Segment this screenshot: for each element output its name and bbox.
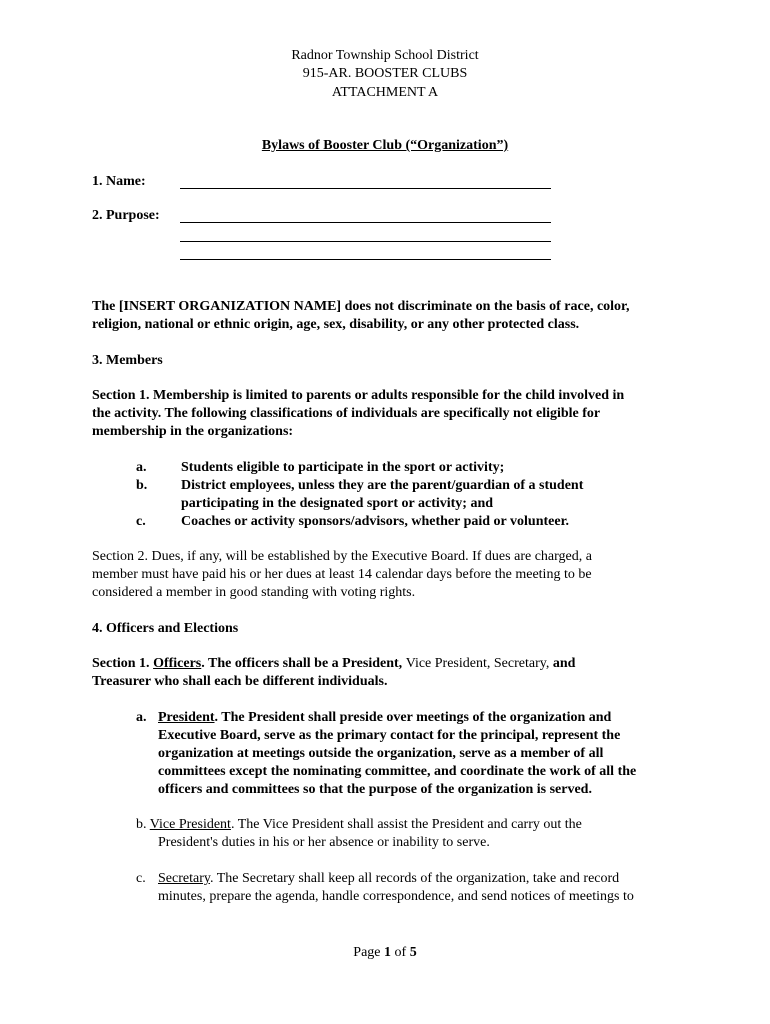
president-line-3: organization at meetings outside the organization, serve as a member of all (158, 746, 604, 761)
district-name: Radnor Township School District (291, 48, 479, 63)
officers-section1-part2: Vice President, Secretary, (405, 656, 553, 671)
vice-president-line-2: President's duties in his or her absence or inability to serve. (158, 835, 490, 850)
nondiscrimination-line-1: The [INSERT ORGANIZATION NAME] does not discriminate on the basis of race, color, (92, 299, 630, 314)
page-number (0, 944, 770, 962)
president-line-5: officers and committees so that the purpose of the organization is served. (158, 782, 592, 797)
secretary-line-1-rest: . The Secretary shall keep all records of the organization, take and record (209, 871, 620, 886)
doc-title: Bylaws of Booster Club (“Organization”) (261, 138, 509, 153)
name-label: 1. Name: (92, 174, 146, 189)
list-marker-b: b. (136, 478, 148, 493)
page-word: Page (353, 945, 385, 960)
list-item-a: Students eligible to participate in the sport or activity; (181, 460, 505, 475)
president-line-2: Executive Board, serve as the primary contact for the principal, represent the (158, 728, 621, 743)
members-section1-line-1: Section 1. Membership is limited to parents or adults responsible for the child involved in (92, 388, 625, 403)
attachment-label: ATTACHMENT A (331, 85, 439, 100)
list-item-b-line-1: District employees, unless they are the parent/guardian of a student (181, 478, 584, 493)
officers-section1-line-1 (92, 655, 575, 673)
members-heading: 3. Members (92, 353, 163, 368)
secretary-line-2: minutes, prepare the agenda, handle correspondence, and send notices of meetings to (158, 889, 634, 904)
page-of: of (391, 945, 410, 960)
vice-president-marker: b. (136, 817, 147, 832)
vice-president-term: Vice President (149, 817, 231, 832)
vice-president-line-1-rest: . The Vice President shall assist the President and carry out the (230, 817, 582, 832)
page-total: 5 (409, 945, 417, 960)
president-line-4: committees except the nominating committee, and coordinate the work of all the (158, 764, 637, 779)
president-term: President (158, 710, 215, 725)
name-blank-line[interactable] (180, 188, 551, 189)
members-section2-line-2: member must have paid his or her dues at least 14 calendar days before the meeting to be (92, 567, 592, 582)
purpose-blank-line-1[interactable] (180, 222, 551, 223)
members-section2-line-1: Section 2. Dues, if any, will be established by the Executive Board. If dues are charged, a (92, 549, 592, 564)
president-line-1-rest: . The President shall preside over meetings of the organization and (214, 710, 612, 725)
officers-heading: 4. Officers and Elections (92, 621, 239, 636)
officers-section1-prefix: Section 1. (92, 656, 154, 671)
officers-section1-part1: . The officers shall be a President, (201, 656, 406, 671)
purpose-blank-line-3[interactable] (180, 259, 551, 260)
president-line-1 (158, 709, 611, 727)
list-item-b-line-2: participating in the designated sport or activity; and (181, 496, 494, 511)
list-item-c: Coaches or activity sponsors/advisors, whether paid or volunteer. (181, 514, 569, 529)
vice-president-line-1 (136, 816, 582, 834)
members-section1-line-3: membership in the organizations: (92, 424, 294, 439)
officers-term: Officers (153, 656, 202, 671)
nondiscrimination-line-2: religion, national or ethnic origin, age, sex, disability, or any other protected class. (92, 317, 580, 332)
secretary-line-1 (158, 870, 619, 888)
page-current: 1 (384, 945, 392, 960)
secretary-marker: c. (136, 871, 146, 886)
members-section1-line-2: the activity. The following classifications of individuals are specifically not eligible for (92, 406, 601, 421)
purpose-blank-line-2[interactable] (180, 241, 551, 242)
officers-section1-line-2: Treasurer who shall each be different individuals. (92, 674, 388, 689)
secretary-term: Secretary (158, 871, 210, 886)
purpose-label: 2. Purpose: (92, 208, 160, 223)
list-marker-a: a. (136, 460, 147, 475)
president-marker: a. (136, 710, 147, 725)
members-section2-line-3: considered a member in good standing with voting rights. (92, 585, 416, 600)
officers-section1-part3: and (552, 656, 576, 671)
policy-title: 915-AR. BOOSTER CLUBS (302, 66, 468, 81)
list-marker-c: c. (136, 514, 146, 529)
